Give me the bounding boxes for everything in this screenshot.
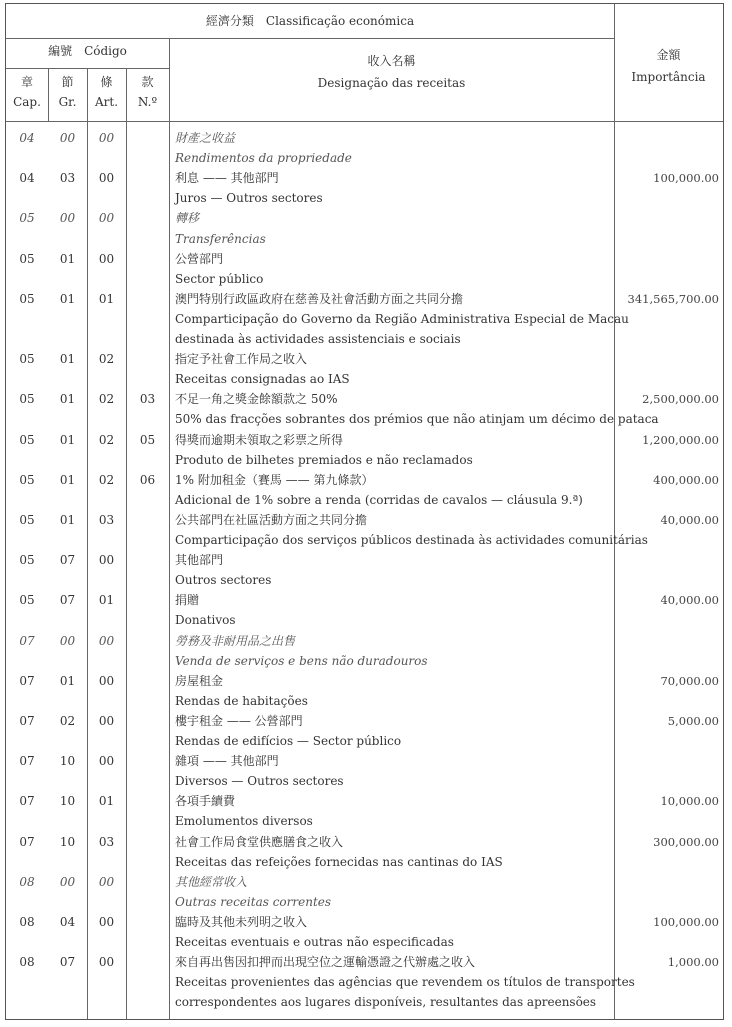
gr-code: 04 [59,914,76,929]
cap-header [6,72,48,112]
receipt-designation: 利息 —— 其他部門 [175,171,279,186]
table-row [6,852,723,872]
table-row [6,892,723,912]
receipt-designation: 房屋租金 [175,673,224,688]
receipt-designation: destinada às actividades assistenciais e sociais [175,332,461,346]
receipt-designation: 社會工作局食堂供應膳食之收入 [175,834,344,849]
art-code: 00 [98,754,115,769]
table-row [6,952,723,972]
gr-code: 07 [59,955,76,970]
receipt-designation: 財產之收益 [175,131,236,145]
receipt-designation: 勞務及非耐用品之出售 [175,633,296,648]
designation-header-zh: 收入名稱 [367,54,416,68]
receipt-designation: 得獎而逾期未領取之彩票之所得 [175,432,344,447]
gr-code: 01 [59,392,76,407]
table-row [6,751,723,771]
receipt-designation: 1% 附加租金（賽馬 —— 第九條款） [175,472,374,487]
table-row [6,691,723,711]
receipt-amount: 70,000.00 [660,673,719,688]
art-code: 01 [98,291,115,306]
cap-code: 04 [19,131,35,145]
receipt-designation: 公營部門 [175,251,224,266]
gr-header-pt: Gr. [58,95,77,109]
receipt-designation: 臨時及其他未列明之收入 [175,914,308,929]
gr-code: 01 [59,673,76,688]
receipt-designation: Rendas de habitações [175,693,308,708]
receipt-designation: Rendas de edifícios — Sector público [175,734,402,748]
table-row [6,671,723,691]
table-row [6,912,723,932]
cap-header-pt: Cap. [13,95,41,109]
cap-code: 05 [19,251,35,266]
header-rule [6,38,614,39]
receipt-designation: 捐贈 [175,593,200,608]
table-row [6,289,723,309]
no-header-pt: N.º [137,95,158,109]
table-row [6,590,723,610]
cap-code: 07 [19,673,35,688]
cap-code: 05 [19,392,35,407]
receipt-designation: 指定予社會工作局之收入 [175,352,308,367]
table-row [6,389,723,409]
art-code: 00 [98,211,115,226]
table-row [6,148,723,168]
table-row [6,731,723,751]
receipt-designation: Emolumentos diversos [175,814,313,829]
gr-code: 01 [59,352,76,367]
receipt-designation: 各項手續費 [175,794,236,809]
gr-code: 10 [59,834,76,849]
cap-code: 07 [19,834,35,849]
no-code: 03 [139,392,156,407]
table-row [6,631,723,651]
receipt-designation: correspondentes aos lugares disponíveis, resultantes das apreensões [175,995,597,1010]
table-row [6,771,723,791]
receipt-designation: Receitas provenientes das agências que revendem os títulos de transportes [175,975,635,990]
receipt-designation: 其他部門 [175,553,224,568]
amount-header-pt: Importância [631,70,706,84]
receipt-designation: Adicional de 1% sobre a renda (corridas de cavalos — cláusula 9.ª) [175,492,583,507]
header-bottom-rule [6,121,723,122]
designation-header [169,50,614,94]
receipt-amount: 100,000.00 [653,914,719,929]
table-row [6,550,723,570]
classification-header: 經濟分類 Classificação económica [205,14,415,28]
receipt-amount: 341,565,700.00 [627,291,719,306]
art-code: 00 [98,914,115,929]
code-header: 編號 Código [48,44,127,58]
receipt-designation: 其他經常收入 [175,874,248,889]
header-rule [6,68,169,69]
table-row [6,329,723,349]
gr-code: 01 [59,251,76,266]
receipt-designation: 澳門特別行政區政府在慈善及社會活動方面之共同分擔 [175,291,464,306]
art-code: 00 [98,955,115,970]
art-code: 02 [98,432,115,447]
table-row [6,490,723,510]
gr-code: 00 [59,131,76,145]
receipt-amount: 40,000.00 [660,512,719,527]
table-row [6,128,723,148]
receipt-designation: Comparticipação dos serviços públicos destinada às actividades comunitárias [175,533,648,547]
cap-code: 07 [19,713,35,728]
table-row [6,992,723,1012]
table-row [6,249,723,269]
receipt-amount: 100,000.00 [653,171,719,186]
table-row [6,530,723,550]
table-row [6,872,723,892]
receipt-designation: Produto de bilhetes premiados e não reclamados [175,452,473,467]
gr-code: 10 [59,754,76,769]
art-header-zh: 條 [100,75,113,89]
gr-header [48,72,87,112]
table-row [6,409,723,429]
receipt-designation: Receitas consignadas ao IAS [175,372,350,387]
receipt-designation: Comparticipação do Governo da Região Administrativa Especial de Macau [175,311,629,326]
cap-code: 07 [19,754,35,769]
gr-code: 01 [59,472,76,487]
budget-table [5,3,724,1020]
receipt-designation: 樓宇租金 —— 公營部門 [175,713,303,728]
receipt-designation: Venda de serviços e bens não duradouros [175,653,428,668]
gr-code: 00 [59,874,76,889]
receipt-designation: Juros — Outros sectores [175,191,323,206]
art-code: 03 [98,834,115,849]
gr-header-zh: 節 [61,75,74,89]
receipt-designation: 來自再出售因扣押而出現空位之運輸憑證之代辦處之收入 [175,955,476,970]
gr-code: 01 [59,512,76,527]
cap-code: 08 [19,955,35,970]
table-row [6,188,723,208]
table-row [6,811,723,831]
no-code: 05 [139,432,156,447]
gr-code: 03 [59,171,76,186]
art-header-pt: Art. [94,95,119,109]
table-row [6,791,723,811]
art-code: 02 [98,392,115,407]
gr-code: 02 [59,713,76,728]
table-row [6,349,723,369]
gr-code: 01 [59,291,76,306]
gr-code: 10 [59,794,76,809]
cap-code: 05 [19,472,35,487]
cap-code: 08 [19,914,35,929]
table-row [6,570,723,590]
receipt-designation: 50% das fracções sobrantes dos prémios que não atinjam um décimo de pataca [175,412,659,427]
cap-code: 08 [19,874,35,889]
receipt-amount: 2,500,000.00 [642,392,719,407]
gr-code: 00 [59,633,76,648]
cap-code: 05 [19,553,35,568]
cap-code: 05 [19,211,35,226]
table-row [6,610,723,630]
receipt-designation: Outras receitas correntes [175,894,332,909]
receipt-designation: Outros sectores [175,573,272,588]
receipt-designation: Rendimentos da propriedade [175,151,352,166]
art-code: 00 [98,131,115,145]
cap-code: 05 [19,432,35,447]
art-code: 00 [98,713,115,728]
table-row [6,369,723,389]
cap-code: 05 [19,291,35,306]
art-code: 00 [98,673,115,688]
gr-code: 01 [59,432,76,447]
no-code: 06 [139,472,156,487]
receipt-designation: Receitas eventuais e outras não especificadas [175,935,454,949]
art-header [87,72,126,112]
receipt-amount: 1,200,000.00 [642,432,719,447]
receipt-amount: 400,000.00 [653,472,719,487]
table-row [6,711,723,731]
receipt-designation: Receitas das refeições fornecidas nas cantinas do IAS [175,854,503,869]
art-code: 03 [98,512,115,527]
receipt-amount: 10,000.00 [660,794,719,809]
table-row [6,229,723,249]
art-code: 01 [98,593,115,608]
receipt-designation: 不足一角之獎金餘額款之 50% [175,392,338,407]
table-row [6,208,723,228]
art-code: 00 [98,171,115,186]
cap-code: 07 [19,794,35,809]
cap-code: 05 [19,352,35,367]
gr-code: 00 [59,211,76,226]
receipt-designation: Donativos [175,613,236,628]
cap-header-zh: 章 [20,75,33,89]
table-row [6,309,723,329]
amount-header [614,44,723,88]
art-code: 00 [98,633,115,648]
table-row [6,269,723,289]
table-row [6,932,723,952]
no-header-zh: 款 [141,75,154,89]
receipt-amount: 5,000.00 [667,713,719,728]
table-row [6,510,723,530]
art-code: 00 [98,251,115,266]
table-row [6,430,723,450]
receipt-designation: 雜項 —— 其他部門 [175,754,279,769]
cap-code: 04 [19,171,35,186]
art-code: 01 [98,794,115,809]
table-row [6,832,723,852]
receipt-designation: Transferências [175,231,266,246]
table-row [6,450,723,470]
art-code: 02 [98,352,115,367]
amount-header-zh: 金額 [656,48,681,62]
receipt-amount: 1,000.00 [667,955,719,970]
art-code: 00 [98,553,115,568]
cap-code: 05 [19,593,35,608]
art-code: 02 [98,472,115,487]
table-row [6,470,723,490]
art-code: 00 [98,874,115,889]
table-row [6,972,723,992]
receipt-designation: 轉移 [175,211,200,226]
receipt-designation: Sector público [175,271,264,286]
cap-code: 05 [19,512,35,527]
gr-code: 07 [59,593,76,608]
table-row [6,168,723,188]
table-row [6,651,723,671]
receipt-designation: Diversos — Outros sectores [175,774,344,789]
designation-header-pt: Designação das receitas [317,76,466,90]
receipt-designation: 公共部門在社區活動方面之共同分擔 [175,512,368,527]
receipt-amount: 40,000.00 [660,593,719,608]
cap-code: 07 [19,633,35,648]
gr-code: 07 [59,553,76,568]
receipt-amount: 300,000.00 [653,834,719,849]
no-header [126,72,169,112]
